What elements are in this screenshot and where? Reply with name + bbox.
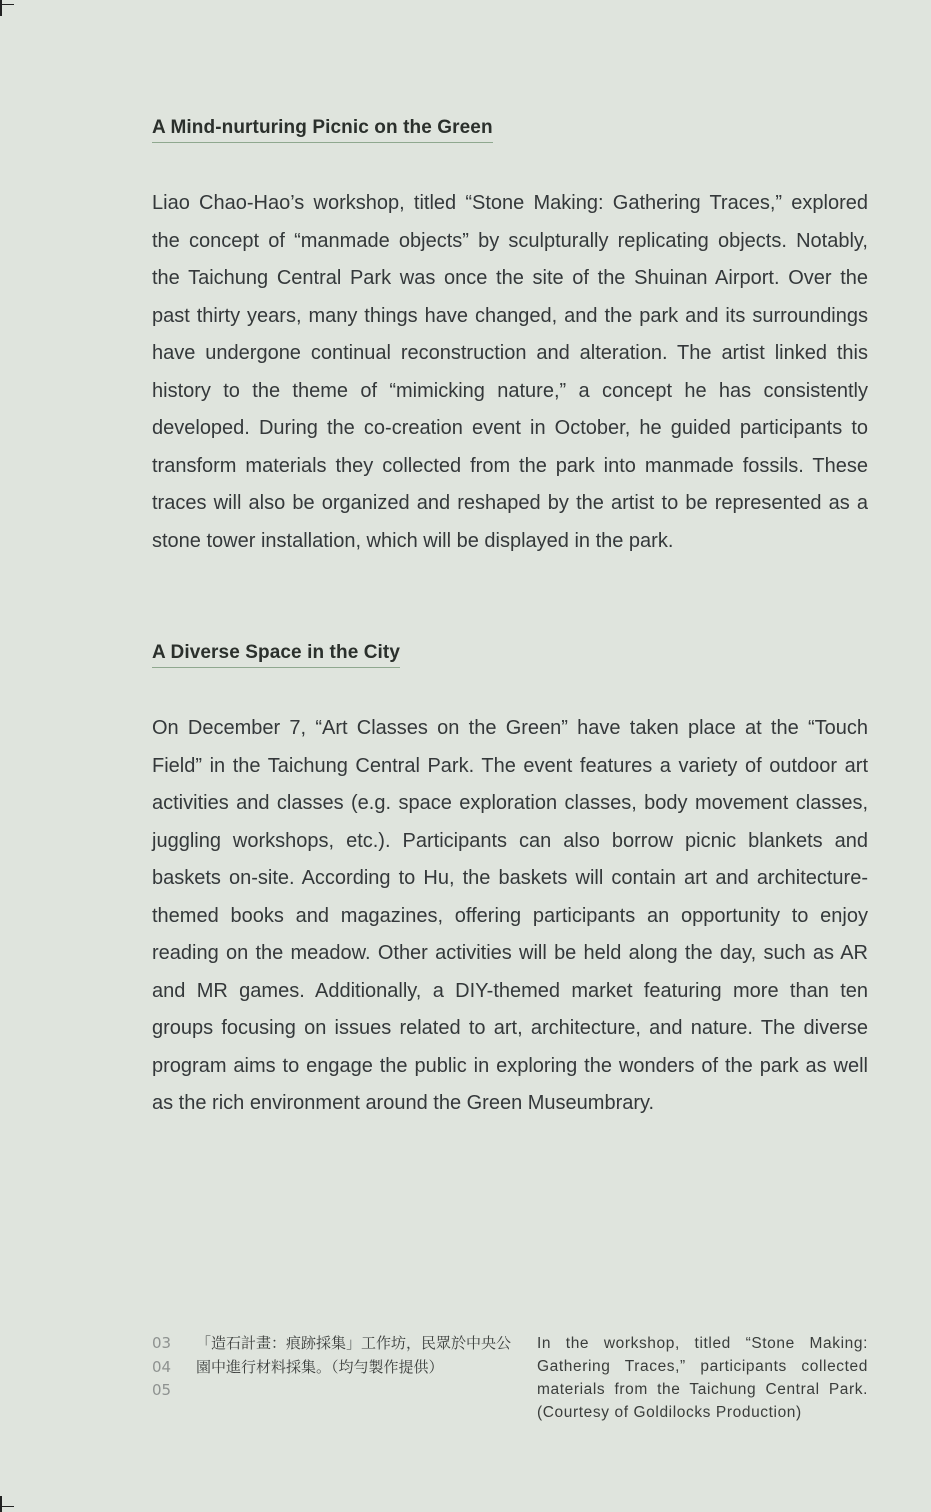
caption-number: 03 [152, 1334, 172, 1352]
section-heading-picnic: A Mind-nurturing Picnic on the Green [152, 117, 493, 143]
crop-mark-bottom-left [0, 1496, 2, 1512]
section-body-diverse-space: On December 7, “Art Classes on the Green” have taken place at the “Touch Field” in the Taichung Central Park. The event features a variety of outdoor art activities and classes (e.g. space exploration classes, body movement classes, juggling workshops, etc.). Participants can also borrow picnic blankets and baskets on-site. According to Hu, the baskets will contain art and architecture-themed books and magazines, offering participants an opportunity to enjoy reading on the meadow. Other activities will be held along the day, such as AR and MR games. Additionally, a DIY-themed market featuring more than ten groups focusing on issues related to art, architecture, and nature. The diverse program aims to engage the public in exploring the wonders of the park as well as the rich environment around the Green Museumbrary. [152, 717, 868, 1114]
section-body-picnic: Liao Chao-Hao’s workshop, titled “Stone Making: Gathering Traces,” explored the concept of “manmade objects” by sculpturally replicating objects. Notably, the Taichung Central Park was once the site of the Shuinan Airport. Over the past thirty years, many things have changed, and the park and its surroundings have undergone continual reconstruction and alteration. The artist linked this history to the theme of “mimicking nature,” a concept he has consistently developed. During the co-creation event in October, he guided participants to transform materials they collected from the park into manmade fossils. These traces will also be organized and reshaped by the artist to be represented as a stone tower installation, which will be displayed in the park. [152, 192, 868, 552]
caption-figure-numbers [152, 1332, 171, 1403]
section-heading-diverse-space: A Diverse Space in the City [152, 642, 400, 668]
caption-number: 05 [152, 1381, 172, 1399]
crop-mark-top-left [0, 0, 2, 16]
crop-mark-bottom-left-tick [0, 1506, 14, 1507]
caption-english: In the workshop, titled “Stone Making: Gathering Traces,” participants collected materials from the Taichung Central Park. (Courtesy of Goldilocks Production) [537, 1335, 868, 1421]
crop-mark-top-left-tick [0, 4, 14, 5]
caption-chinese: 「造石計畫：痕跡採集」工作坊，民眾於中央公園中進行材料採集。（均勻製作提供） [196, 1334, 512, 1376]
caption-number: 04 [152, 1357, 172, 1376]
